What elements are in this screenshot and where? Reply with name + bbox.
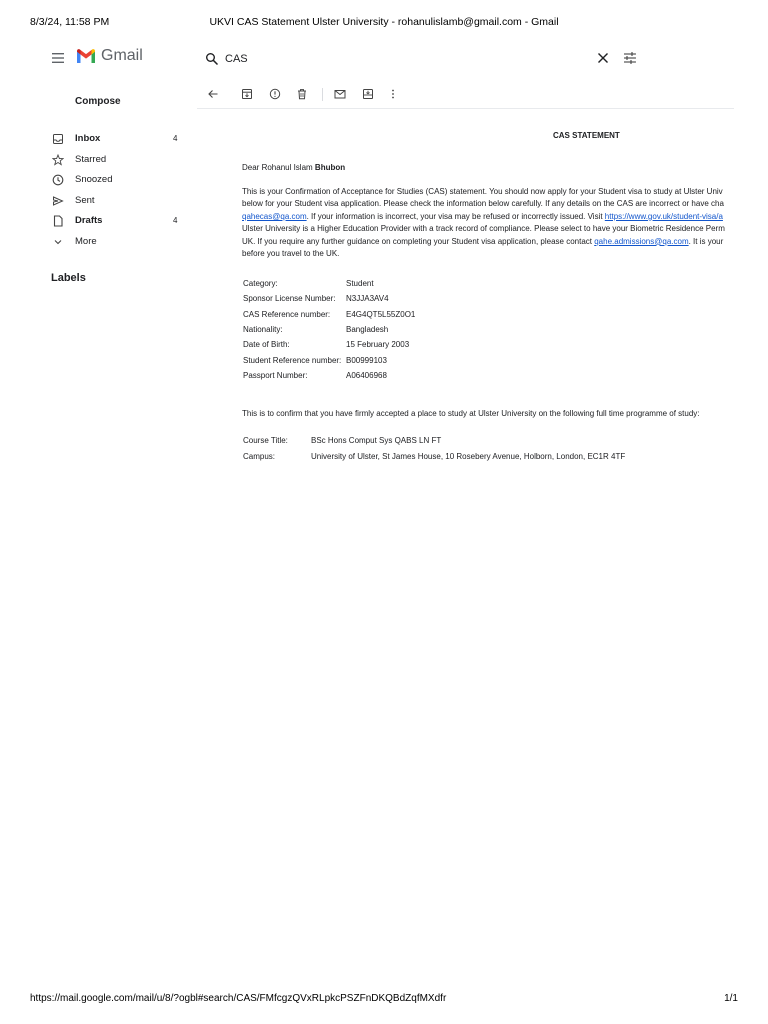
sidebar-item-inbox[interactable] <box>0 130 190 151</box>
message-greeting <box>242 162 345 174</box>
message-heading: CAS STATEMENT <box>553 131 620 140</box>
app-name: Gmail <box>101 47 143 64</box>
paragraph-text: . If your information is incorrect, your visa may be refused or incorrectly issued. Visit <box>306 211 605 221</box>
inbox-icon <box>52 133 64 145</box>
course-value: BSc Hons Comput Sys QABS LN FT <box>311 436 442 445</box>
detail-key: Student Reference number: <box>243 355 342 365</box>
message-toolbar <box>200 86 740 104</box>
sidebar-item-count: 4 <box>173 134 178 143</box>
paragraph-line: This is your Confirmation of Acceptance for Studies (CAS) statement. You should now apply for your Student visa to study at Ulster Univ <box>242 187 723 196</box>
print-datetime: 8/3/24, 11:58 PM <box>30 16 110 28</box>
detail-value: Student <box>346 279 374 288</box>
greeting-text: Dear Rohanul Islam <box>242 163 315 172</box>
gmail-logo[interactable] <box>76 47 143 65</box>
search-input[interactable]: CAS <box>225 53 248 65</box>
course-key: Course Title: <box>243 436 288 445</box>
close-icon[interactable] <box>596 51 610 65</box>
table-row <box>243 451 625 467</box>
detail-key: Passport Number: <box>243 371 308 381</box>
star-icon <box>52 154 64 166</box>
message-body <box>242 124 734 474</box>
sidebar-item-count: 4 <box>173 216 178 225</box>
table-row <box>243 370 415 385</box>
sidebar-item-drafts[interactable] <box>0 212 190 233</box>
move-to-icon[interactable] <box>362 88 374 100</box>
sidebar-item-sent[interactable] <box>0 192 190 213</box>
clock-icon <box>52 174 64 186</box>
file-icon <box>52 215 64 227</box>
paragraph-line <box>242 236 725 248</box>
paragraph-line: before you travel to the UK. <box>242 248 340 258</box>
sidebar-item-more[interactable] <box>0 233 190 254</box>
confirmation-text: This is to confirm that you have firmly accepted a place to study at Ulster University on the following full time programme of study: <box>242 409 700 418</box>
search-icon[interactable] <box>205 52 219 66</box>
email-link-admissions[interactable]: qahe.admissions@qa.com <box>594 236 689 246</box>
report-spam-icon[interactable] <box>269 88 281 100</box>
cas-details-table <box>243 278 415 385</box>
menu-icon[interactable] <box>50 50 66 66</box>
search-options-icon[interactable] <box>623 51 637 65</box>
sidebar-item-label: Snoozed <box>75 174 113 185</box>
paragraph-line: Ulster University is a Higher Education Provider with a track record of compliance. Please select to have your Biometric Residence Perm <box>242 224 725 234</box>
mark-unread-icon[interactable] <box>334 88 346 100</box>
toolbar-divider <box>197 108 734 109</box>
sidebar-item-starred[interactable] <box>0 151 190 172</box>
print-url: https://mail.google.com/mail/u/8/?ogbl#search/CAS/FMfcgzQVxRLpkcPSZFnDKQBdZqfMXdfr <box>30 993 447 1004</box>
compose-button[interactable]: Compose <box>75 96 121 107</box>
detail-value: Bangladesh <box>346 325 389 335</box>
detail-key: Category: <box>243 279 278 288</box>
greeting-name: Bhubon <box>314 163 346 172</box>
sidebar-item-snoozed[interactable] <box>0 171 190 192</box>
message-paragraph <box>242 186 725 260</box>
more-vert-icon[interactable] <box>387 88 399 100</box>
table-row <box>243 324 415 339</box>
chevron-down-icon <box>52 236 64 248</box>
detail-key: Date of Birth: <box>243 340 290 350</box>
top-bar <box>0 44 768 74</box>
sidebar-item-label: Starred <box>75 153 107 165</box>
sidebar-nav <box>0 130 190 253</box>
sidebar-item-label: Drafts <box>75 215 103 226</box>
search-bar[interactable] <box>200 47 640 71</box>
table-row <box>243 355 415 370</box>
toolbar-separator <box>322 88 323 101</box>
print-title: UKVI CAS Statement Ulster University - rohanulislamb@gmail.com - Gmail <box>209 16 559 28</box>
gmail-m-icon <box>76 48 96 64</box>
detail-value: 15 February 2003 <box>346 340 410 350</box>
archive-icon[interactable] <box>241 88 253 100</box>
email-link-qahecas[interactable]: qahecas@qa.com <box>242 211 307 221</box>
delete-icon[interactable] <box>296 88 308 100</box>
table-row <box>243 435 625 451</box>
detail-value: E4G4QT5L55Z0O1 <box>346 309 416 319</box>
sidebar-item-label: More <box>75 235 97 247</box>
detail-key: Sponsor License Number: <box>243 294 336 304</box>
course-key: Campus: <box>243 452 276 461</box>
detail-value: N3JJA3AV4 <box>346 294 389 304</box>
table-row <box>243 278 415 293</box>
detail-value: B00999103 <box>346 355 387 365</box>
paragraph-text: UK. If you require any further guidance on completing your Student visa application, please contact <box>242 236 595 246</box>
paragraph-text: . It is your <box>688 236 724 246</box>
course-value: University of Ulster, St James House, 10 Rosebery Avenue, Holborn, London, EC1R 4TF <box>311 452 626 461</box>
labels-heading: Labels <box>51 272 86 284</box>
detail-key: CAS Reference number: <box>243 309 331 319</box>
sidebar-item-label: Inbox <box>75 133 101 144</box>
table-row <box>243 339 415 354</box>
paragraph-line: below for your Student visa application. Please check the information below carefully. If any details on the CAS are incorrect or have cha <box>242 199 724 209</box>
table-row <box>243 293 415 308</box>
sidebar-item-label: Sent <box>75 194 95 206</box>
table-row <box>243 309 415 324</box>
gov-uk-link[interactable]: https://www.gov.uk/student-visa/a <box>604 211 723 221</box>
send-icon <box>52 195 64 207</box>
back-arrow-icon[interactable] <box>207 88 219 100</box>
detail-value: A06406968 <box>346 371 387 381</box>
print-header <box>0 16 768 30</box>
detail-key: Nationality: <box>243 325 283 335</box>
paragraph-line <box>242 211 725 223</box>
course-table <box>243 435 625 467</box>
print-page-number: 1/1 <box>724 993 738 1004</box>
